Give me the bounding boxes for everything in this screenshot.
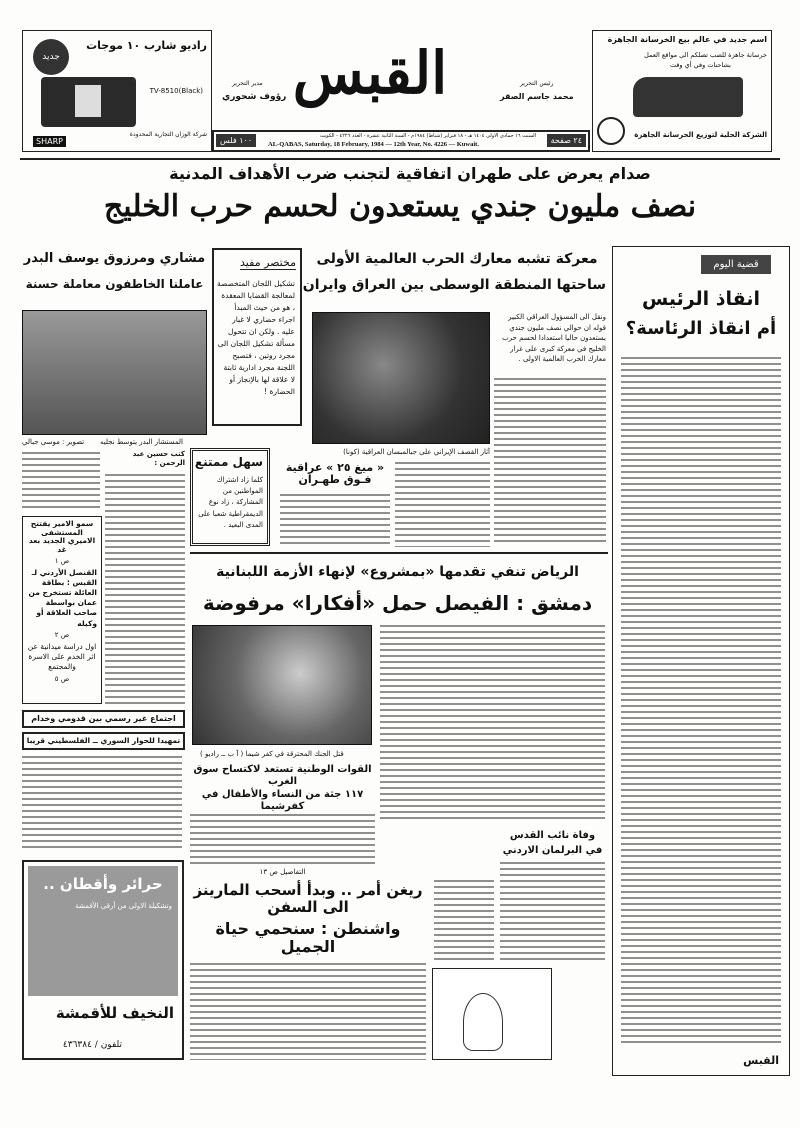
war-body-2 (395, 462, 490, 547)
ad-textile-subtitle: وتشكيلة الاولى من أرقى الأقمشة (75, 902, 172, 910)
hostages-body (105, 474, 185, 704)
easy-label: سهل ممتنع (194, 455, 263, 469)
brief-ref: ص ٥ (54, 674, 70, 683)
meeting-line: اجتماع غير رسمي بين قدومي وخدام (31, 714, 176, 723)
obit-body (500, 862, 605, 962)
truck-image (633, 77, 743, 117)
price: ١٠٠ فلس (216, 134, 256, 147)
column-title: انقاذ الرئيس (641, 288, 761, 310)
lebanon-photo (192, 625, 372, 745)
obit-headline: وفاة نائب القدس (509, 830, 596, 841)
reagan-story (190, 882, 426, 1060)
hostages-headline: مشاري ومرزوق يوسف البدر (23, 251, 206, 266)
chief-label: رئيس التحرير (520, 80, 554, 87)
sharp-logo: SHARP (33, 136, 66, 147)
meeting-box-2 (22, 732, 185, 750)
date-arabic: السبت ١٦ جمادى الاولى ١٤٠٤ هـ - ١٨ فبراير (شباط) ١٩٨٤م - السنة الثانية عشرة - العدد ٤٢٢٦ - الكويت (319, 133, 536, 139)
ad-company: الشركة الحلية لتوزيع الخرسانة الجاهزة (634, 131, 767, 139)
column-body (621, 357, 781, 1047)
ad-textile-title: حرائر وأقطان .. (43, 875, 163, 893)
ad-textile-brand: النخيف للأقمشة (55, 1004, 174, 1022)
newspaper-logo: القبس (292, 39, 448, 107)
lebanon-headline: دمشق : الفيصل حمل «أفكارا» مرفوضة (202, 591, 593, 615)
national-body (190, 814, 375, 866)
brief-ref: ص ٢ (54, 630, 70, 639)
column-label: قضية اليوم (701, 255, 771, 274)
war-headline-2: ساحتها المنطقة الوسطى بين العراق وايران (302, 277, 606, 293)
national-story (190, 764, 375, 876)
ad-dealer: شركة الوزان التجارية المحدودة (129, 131, 207, 138)
ad-model: TV-8510(Black) (149, 87, 203, 95)
war-body (494, 378, 606, 546)
reagan-headline: ريغن أمر .. وبدأ أسحب المارينز الى السفن (193, 881, 423, 917)
reagan-body (190, 963, 426, 1060)
lebanon-caption: قتل الجنك المحترقة في كفر شيما ( آ ب ــ راديو ) (200, 750, 344, 758)
reagan-headline-2: واشنطن : سنحمي حياة الجميل (215, 918, 401, 956)
date-strip (212, 130, 590, 152)
page-count: ٢٤ صفحة (547, 134, 586, 147)
hostages-body-2 (22, 452, 100, 512)
ad-textiles (22, 860, 184, 1060)
ad-title: اسم جديد في عالم بيع الخرسانة الجاهزة (607, 35, 767, 44)
ad-sharp-radio (22, 30, 212, 152)
bottom-body (434, 880, 494, 960)
war-lead-text: ونقل الى المسؤول العراقي الكبير قوله ان حوالي نصف مليون جندي يستعدون حاليا استعدادا لحسم حرب الخليج في معركة كبرى على غرار معارك الحرب العالمية الاولى . (502, 313, 606, 363)
cartoon (432, 968, 552, 1060)
masthead-rule (20, 158, 780, 160)
editor-label: مدير التحرير (232, 80, 263, 87)
meeting-body (22, 756, 182, 851)
mig-body (280, 494, 390, 547)
lebanon-body (380, 625, 605, 823)
photo-credit: تصوير : موسى جبالي (22, 438, 85, 446)
meeting-box-1 (22, 710, 185, 728)
war-headline: معركة تشبه معارك الحرب العالمية الأولى (316, 251, 598, 267)
radio-image (41, 77, 136, 127)
war-photo (312, 312, 490, 444)
ad-badge: جديد (33, 39, 69, 75)
ad-concrete (592, 30, 772, 152)
column-signature: القبس (743, 1054, 779, 1067)
ad-title: راديو شارب ١٠ موجات (86, 39, 207, 52)
brief-item: اول دراسة ميدانية عن اثر الخدم على الاسرة والمجتمع (27, 642, 97, 672)
obit-headline-2: في البرلمان الاردني (502, 845, 603, 856)
brief-box (212, 248, 302, 426)
date-english: AL-QABAS, Saturday, 18 February, 1984 — 12th Year, No. 4226 — Kuwait. (268, 141, 479, 148)
brief-ref: ص ١ (54, 556, 70, 565)
hostages-headline-2: عاملنا الخاطفون معاملة حسنة (25, 277, 204, 291)
ad-line: خرسانة جاهزة للصب تصلكم الى مواقع العمل (644, 51, 767, 59)
brief-text: تشكيل اللجان المتخصصة لمعالجة القضايا المعقدة ، هو من حيث المبدأ اجراء حضاري لا غبار عليه . ولكن ان تتحول مسألة تشكيل اللجان الى مجرد روتين ، فتصبح اللجنة مجرد ادارية ثابتة لا علاقة لها بالإنجاز أو الحضارة ! (217, 279, 295, 396)
lebanon-kicker: الرياض تنفي تقدمها «بمشروع» لإنهاء الأزمة اللبنانية (216, 564, 579, 580)
national-headline-2: ١١٧ جثة من النساء والأطفال في كفرشيما (201, 789, 364, 812)
war-photo-caption: آثار القصف الإيراني على جبالمبسان العراقية (كونا) (343, 448, 490, 456)
ad-line: بشاحنات وفي أي وقت (669, 61, 731, 69)
column-subtitle: أم انقاذ الرئاسة؟ (625, 318, 777, 339)
column-box (612, 246, 790, 1076)
national-ref: التفاصيل ص ١٣ (259, 868, 306, 876)
divider (190, 552, 608, 554)
brief-item: سمو الامير يفتتح المستشفى الاميري الجديد بعد غد (28, 519, 96, 554)
easy-box (190, 448, 270, 546)
briefs-box (22, 516, 102, 704)
company-emblem (597, 117, 625, 145)
lead-kicker: صدام يعرض على طهران اتفاقية لتجنب ضرب الأهداف المدنية (169, 164, 651, 183)
ad-textile-phone: تلفون / ٤٣٦٣٨٤ (62, 1040, 122, 1050)
lead-headline: نصف مليون جندي يستعدون لحسم حرب الخليج (103, 189, 697, 224)
easy-text: كلما زاد اشتراك المواطنين من المشاركة ، زاد نوع الديمقراطية شعبا على المدى البعيد . (198, 476, 263, 529)
mig-headline: « ميغ ٢٥ » عراقية فـوق طهـران (285, 461, 385, 487)
cartoon-figure (463, 993, 503, 1051)
byline: كتب حسين عبد الرحمن : (132, 450, 185, 468)
hostages-caption: المستشار البدر يتوسط نجليه (100, 438, 183, 446)
hostages-photo (22, 310, 207, 435)
meeting-line: تمهيدا للحوار السوري ــ الفلسطيني قريبا (26, 736, 181, 745)
editor-in-chief: محمد جاسم الصقر (500, 92, 574, 101)
managing-editor: رؤوف شحوري (222, 92, 287, 102)
brief-label: مختصر مفيد (240, 256, 296, 269)
national-headline: القوات الوطنية تستعد لاكتساح سوق الغرب (193, 764, 372, 787)
brief-item: القنصل الأردني لـ القبس : بطاقة العائلة تستخرج من عمان بواسطة صاحب العلاقة أو وكيله (28, 567, 97, 628)
